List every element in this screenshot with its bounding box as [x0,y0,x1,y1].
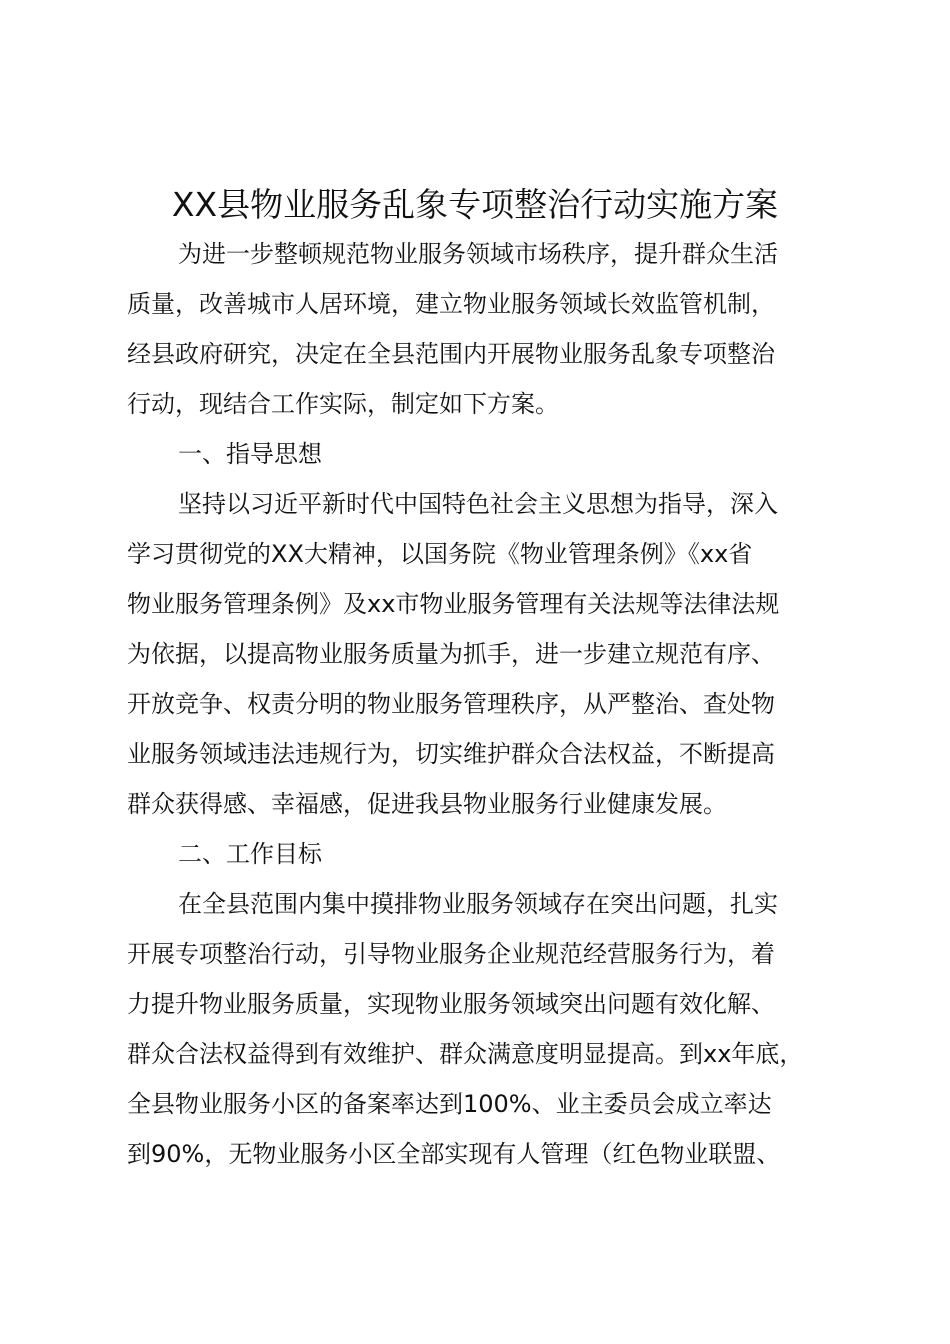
paragraph-line: 业服务领域违法违规行为，切实维护群众合法权益，不断提高 [127,740,775,768]
paragraph-line: 群众合法权益得到有效维护、群众满意度明显提高。到xx年底， [127,1040,804,1068]
paragraph-line: 群众获得感、幸福感，促进我县物业服务行业健康发展。 [127,790,727,818]
paragraph-line: 坚持以习近平新时代中国特色社会主义思想为指导，深入 [178,490,778,518]
paragraph-line: 学习贯彻党的XX大精神，以国务院《物业管理条例》《xx省 [127,540,753,568]
paragraph-line: 力提升物业服务质量，实现物业服务领域突出问题有效化解、 [127,990,775,1018]
paragraph-line: 行动，现结合工作实际，制定如下方案。 [127,390,559,418]
paragraph-line: 开放竞争、权责分明的物业服务管理秩序，从严整治、查处物 [127,690,775,718]
paragraph-line: 经县政府研究，决定在全县范围内开展物业服务乱象专项整治 [127,340,775,368]
paragraph-line: 到90%，无物业服务小区全部实现有人管理（红色物业联盟、 [127,1140,781,1168]
section-heading: 一、指导思想 [178,440,322,468]
paragraph-line: 物业服务管理条例》及xx市物业服务管理有关法规等法律法规 [127,590,780,618]
paragraph-line: 质量，改善城市人居环境，建立物业服务领域长效监管机制， [127,290,775,318]
paragraph-line: 在全县范围内集中摸排物业服务领域存在突出问题，扎实 [178,890,778,918]
paragraph-line: 全县物业服务小区的备案率达到100%、业主委员会成立率达 [127,1090,772,1118]
section-heading: 二、工作目标 [178,840,322,868]
paragraph-line: 为依据，以提高物业服务质量为抓手，进一步建立规范有序、 [127,640,775,668]
document-title: XX县物业服务乱象专项整治行动实施方案 [171,185,779,224]
paragraph-line: 为进一步整顿规范物业服务领域市场秩序，提升群众生活 [178,240,778,268]
paragraph-line: 开展专项整治行动，引导物业服务企业规范经营服务行为，着 [127,940,775,968]
